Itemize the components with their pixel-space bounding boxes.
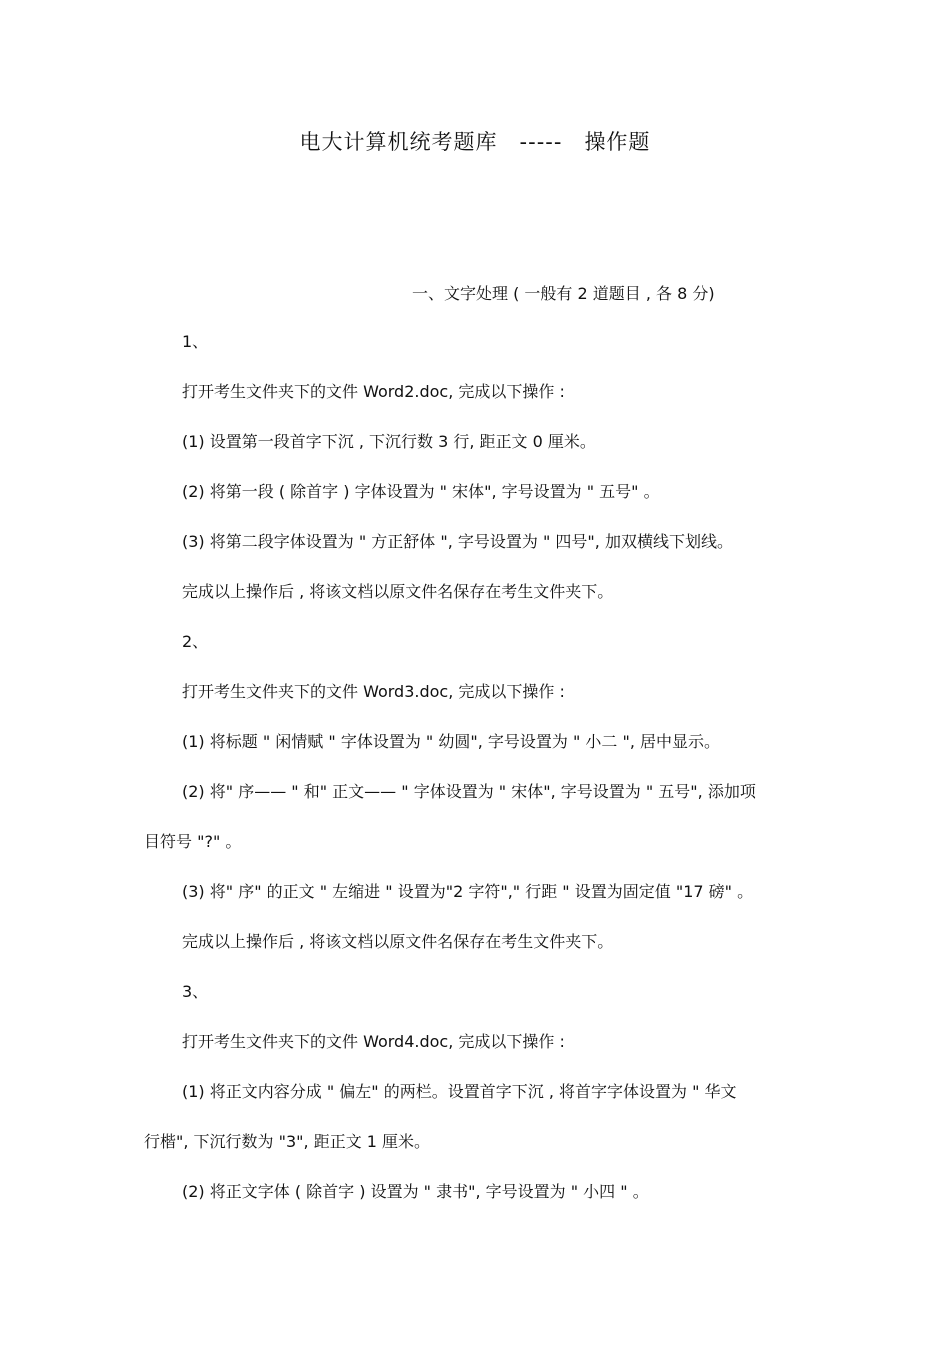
section-heading: 一、文字处理 ( 一般有 2 道题目 , 各 8 分) [412,284,715,303]
question-step: (1) 设置第一段首字下沉 , 下沉行数 3 行, 距正文 0 厘米。 [182,432,596,451]
question-intro: 打开考生文件夹下的文件 Word3.doc, 完成以下操作 : [182,682,565,701]
question-step: (3) 将" 序" 的正文 " 左缩进 " 设置为"2 字符"," 行距 " 设置为固定值 "17 磅" 。 [182,882,754,901]
title-main: 电大计算机统考题库 [299,130,498,154]
title-sub: 操作题 [584,130,651,154]
question-step-continued: 目符号 "?" 。 [144,832,242,851]
question-number: 1、 [182,332,209,351]
question-intro: 打开考生文件夹下的文件 Word4.doc, 完成以下操作 : [182,1032,565,1051]
question-step: (2) 将第一段 ( 除首字 ) 字体设置为 " 宋体", 字号设置为 " 五号" 。 [182,482,660,501]
question-step: (3) 将第二段字体设置为 " 方正舒体 ", 字号设置为 " 四号", 加双横线下划线。 [182,532,733,551]
question-step: (2) 将" 序—— " 和" 正文—— " 字体设置为 " 宋体", 字号设置为 " 五号", 添加项 [182,782,756,801]
title-separator: ----- [519,130,563,154]
question-closing: 完成以上操作后 , 将该文档以原文件名保存在考生文件夹下。 [182,582,614,601]
question-number: 3、 [182,982,209,1001]
question-step-continued: 行楷", 下沉行数为 "3", 距正文 1 厘米。 [144,1132,431,1151]
question-closing: 完成以上操作后 , 将该文档以原文件名保存在考生文件夹下。 [182,932,614,951]
question-intro: 打开考生文件夹下的文件 Word2.doc, 完成以下操作 : [182,382,565,401]
question-step: (2) 将正文字体 ( 除首字 ) 设置为 " 隶书", 字号设置为 " 小四 " 。 [182,1182,649,1201]
question-step: (1) 将正文内容分成 " 偏左" 的两栏。设置首字下沉 , 将首字字体设置为 " 华文 [182,1082,737,1101]
question-step: (1) 将标题 " 闲情赋 " 字体设置为 " 幼圆", 字号设置为 " 小二 ", 居中显示。 [182,732,721,751]
document-title [0,126,950,156]
question-number: 2、 [182,632,209,651]
